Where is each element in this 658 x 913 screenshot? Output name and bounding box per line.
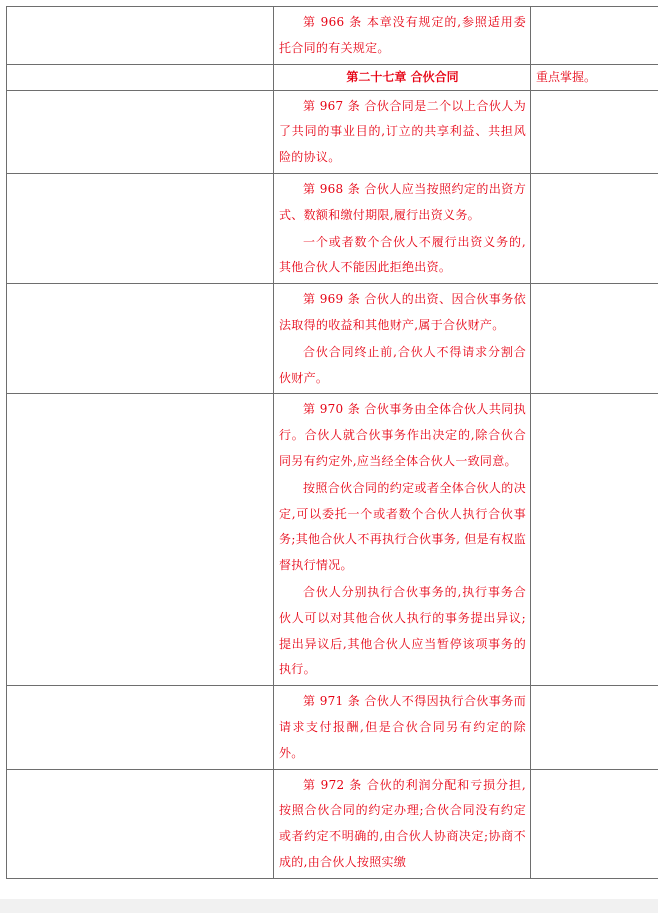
article-cell [274,284,531,394]
left-cell [7,394,274,686]
note-cell [531,90,658,173]
table-row [7,173,658,283]
article-cell [274,7,531,65]
note-cell [531,64,658,90]
table-row [7,7,658,65]
chapter-note: 重点掌握。 [536,69,597,84]
table-row [7,90,658,173]
table-row [7,769,658,878]
article-paragraph: 第 968 条 合伙人应当按照约定的出资方式、数额和缴付期限,履行出资义务。 [279,181,526,222]
note-cell [531,394,658,686]
note-cell [531,769,658,878]
article-cell [274,173,531,283]
left-cell [7,7,274,65]
article-paragraph: 第 969 条 合伙人的出资、因合伙事务依法取得的收益和其他财产,属于合伙财产。 [279,292,526,332]
article-paragraph: 第 971 条 合伙人不得因执行合伙事务而请求支付报酬,但是合伙合同另有约定的除外。 [279,694,526,760]
article-paragraph: 一个或者数个合伙人不履行出资义务的,其他合伙人不能因此拒绝出资。 [279,234,526,275]
left-cell [7,769,274,878]
note-cell [531,284,658,394]
note-cell [531,686,658,769]
article-paragraph: 合伙合同终止前,合伙人不得请求分割合伙财产。 [279,344,526,385]
table-row [7,686,658,769]
article-paragraph: 第 966 条 本章没有规定的,参照适用委托合同的有关规定。 [279,15,526,55]
table-row [7,394,658,686]
left-cell [7,90,274,173]
article-cell [274,686,531,769]
note-cell [531,7,658,65]
article-paragraph: 按照合伙合同的约定或者全体合伙人的决定,可以委托一个或者数个合伙人执行合伙事务;其他合伙人不再执行合伙事务, 但是有权监督执行情况。 [279,480,526,573]
chapter-cell [274,64,531,90]
article-paragraph: 第 970 条 合伙事务由全体合伙人共同执行。合伙人就合伙事务作出决定的,除合伙合同另有约定外,应当经全体合伙人一致同意。 [279,402,526,468]
left-cell [7,64,274,90]
article-cell [274,394,531,686]
article-paragraph: 第 972 条 合伙的利润分配和亏损分担,按照合伙合同的约定办理;合伙合同没有约定或者约定不明确的,由合伙人协商决定;协商不成的,由合伙人按照实缴 [279,777,526,869]
table-row [7,284,658,394]
note-cell [531,173,658,283]
page-bottom-strip [0,899,658,913]
chapter-title: 第二十七章 合伙合同 [346,69,459,84]
left-cell [7,686,274,769]
article-cell [274,90,531,173]
article-paragraph: 合伙人分别执行合伙事务的,执行事务合伙人可以对其他合伙人执行的事务提出异议;提出异议后,其他合伙人应当暂停该项事务的执行。 [279,584,526,677]
article-paragraph: 第 967 条 合伙合同是二个以上合伙人为了共同的事业目的,订立的共享利益、共担风险的协议。 [279,98,526,165]
law-table [6,6,658,879]
left-cell [7,284,274,394]
chapter-row [7,64,658,90]
article-cell [274,769,531,878]
left-cell [7,173,274,283]
